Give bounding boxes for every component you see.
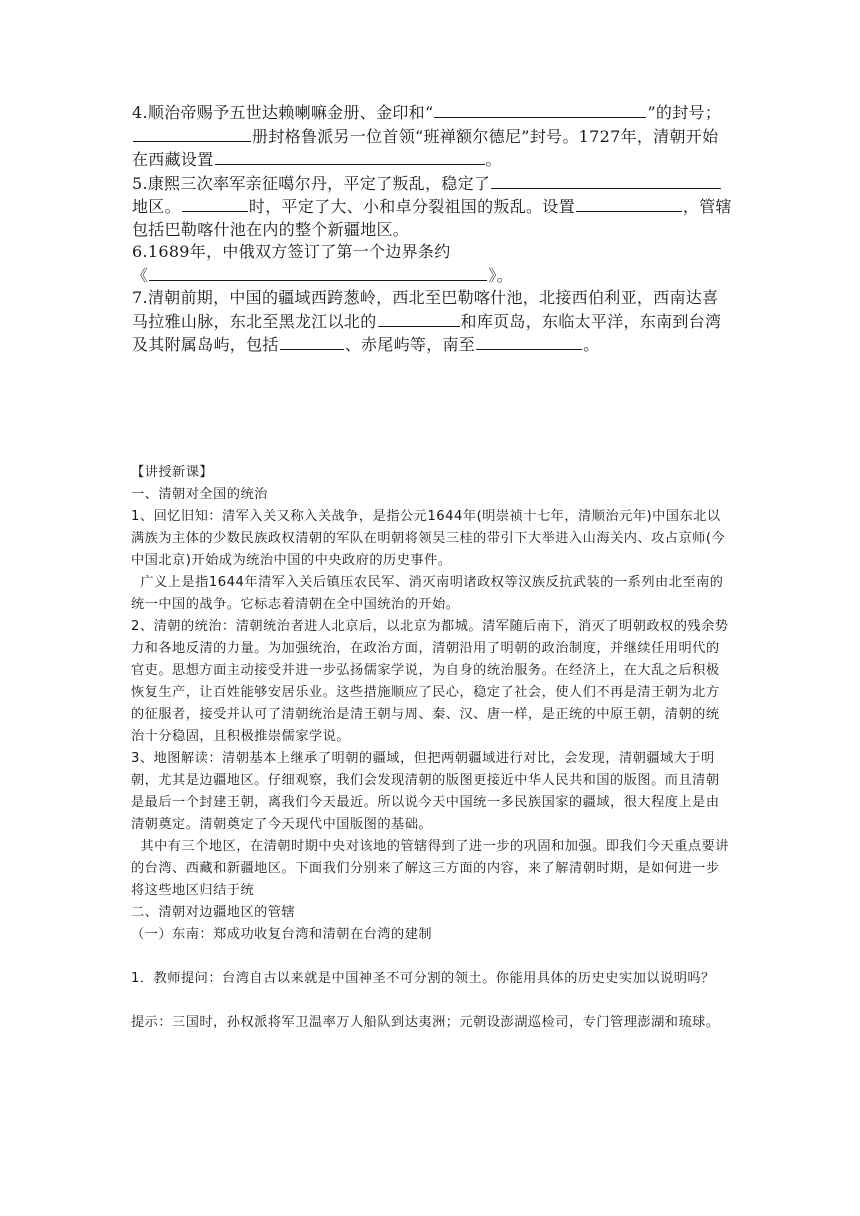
paragraph-gap [131,946,731,968]
answer-blank[interactable] [576,195,682,212]
question-4-text-4: 。 [485,150,502,169]
answer-blank[interactable] [491,172,721,189]
question-5 [132,172,732,242]
lesson-item-1: 1、回忆旧知：清军入关又称入关战争，是指公元1644年(明崇祯十七年，清顺治元年)中国东北以满族为主体的少数民族政权清朝的军队在明朝将领吴三桂的带引下大举进入山海关内、攻占京师(今中国北京)开始成为统治中国的中央政府的历史事件。 [131,509,726,568]
question-7-text-3: 、赤尾屿等，南至 [344,335,476,354]
question-6-text-3: 》。 [488,265,513,285]
question-4 [132,101,732,172]
question-6-text-2: 《 [132,265,149,285]
answer-blank[interactable] [215,148,485,165]
question-4-text-3: 册封格鲁派另一位首领“班禅额尔德尼”封号。1727年，清朝开始在西藏设置 [132,126,719,169]
lesson-item-3: 3、地图解读：清朝基本上继承了明朝的疆域，但把两朝疆域进行对比，会发现，清朝疆域大于明朝，尤其是边疆地区。仔细观察，我们会发现清朝的版图更接近中华人民共和国的版图。而且清朝是最后一个封建王朝，离我们今天最近。所以说今天中国统一多民族国家的疆域，很大程度上是由清朝奠定。清朝奠定了今天现代中国版图的基础。 [131,751,720,832]
question-7-text-1: 7.清朝前期，中国的疆域西跨葱岭，西北至巴勒喀什池，北接西伯利亚，西南达喜马拉雅山脉，东北至黑龙江以北的 [132,288,719,331]
fill-in-questions [132,101,732,357]
question-5-text-1: 5.康熙三次率军亲征噶尔丹，平定了叛乱，稳定了 [132,173,491,193]
section-1-title: 一、清朝对全国的统治 [131,487,268,502]
question-5-text-3: 时，平定了大、小和卓分裂祖国的叛乱。设置 [248,197,575,216]
teacher-question: 1．教师提问：台湾自古以来就是中国神圣不可分割的领土。你能用具体的历史史实加以说明吗？ [131,971,715,986]
hint-text: 提示：三国时，孙权派将军卫温率万人船队到达夷洲；元朝设澎湖巡检司，专门管理澎湖和琉球。 [131,1015,720,1030]
answer-blank[interactable] [378,310,460,327]
question-7-text-2: 和库页岛，东临太平洋，东南到台湾及其附属岛屿，包括 [132,311,722,354]
answer-blank[interactable] [434,101,646,118]
question-5-text-4: ，管辖包括巴勒喀什池在内的整个新疆地区。 [132,197,732,239]
answer-blank[interactable] [133,125,251,142]
question-7-text-4: 。 [583,335,600,354]
question-7 [132,287,732,357]
subsection-1-title: （一）东南：郑成功收复台湾和清朝在台湾的建制 [131,927,433,942]
answer-blank[interactable] [182,195,248,212]
lesson-item-2: 2、清朝的统治：清朝统治者进人北京后，以北京为都城。清军随后南下，消灭了明朝政权的残余势力和各地反清的力量。为加强统治，在政治方面，清朝沿用了明朝的政治制度，并继续任用明代的官吏。思想方面主动接受并进一步弘扬儒家学说，为自身的统治服务。在经济上，在大乱之后积极恢复生产，让百姓能够安居乐业。这些措施顺应了民心，稳定了社会，使人们不再是清王朝为北方的征服者，接受并认可了清朝统治是清王朝与周、秦、汉、唐一样，是正统的中原王朝，清朝的统治十分稳固，且积极推崇儒家学说。 [131,619,729,744]
answer-blank[interactable] [149,264,487,281]
question-6-text-1: 6.1689年，中俄双方签订了第一个边界条约 [132,242,451,261]
lesson-heading: 【讲授新课】 [131,465,214,480]
paragraph-gap [131,990,731,1012]
answer-blank[interactable] [476,333,582,350]
section-2-title: 二、清朝对边疆地区的管辖 [131,905,296,920]
answer-blank[interactable] [280,333,344,350]
question-5-text-2: 地区。 [132,197,181,216]
question-4-text-2: ”的封号； [647,103,722,122]
question-4-text-1: 4.顺治帝赐予五世达赖喇嘛金册、金印和“ [132,103,434,122]
lesson-content [131,462,731,1034]
lesson-item-1-continued: 广义上是指1644年清军入关后镇压农民军、消灭南明诸政权等汉族反抗武装的一系列由北至南的统一中国的战争。它标志着清朝在全中国统治的开始。 [131,575,724,612]
question-6 [132,241,732,287]
lesson-item-3-continued: 其中有三个地区，在清朝时期中央对该地的管辖得到了进一步的巩固和加强。即我们今天重点要讲的台湾、西藏和新疆地区。下面我们分别来了解这三方面的内容，来了解清朝时期，是如何进一步将这些地区归结于统 [131,839,729,898]
